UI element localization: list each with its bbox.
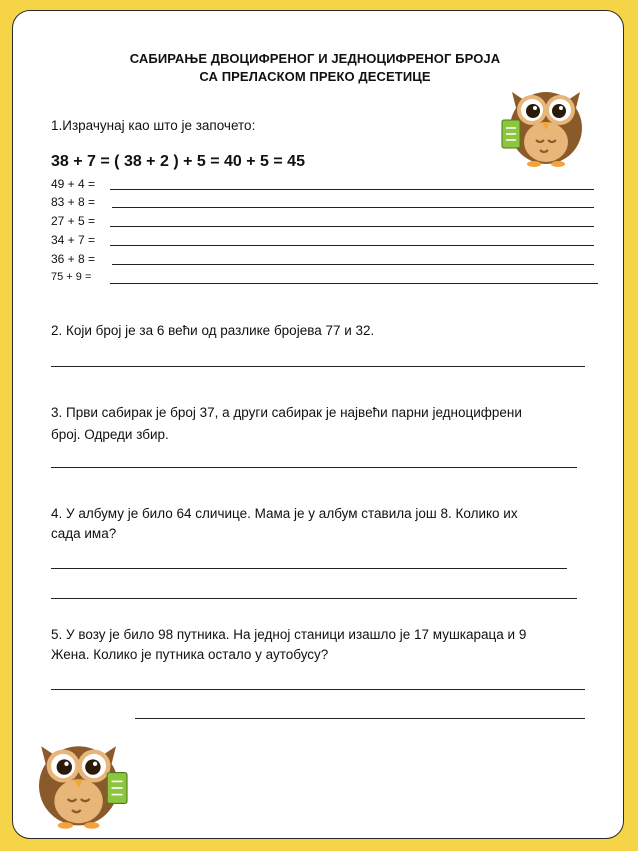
task4-text-line2: сада има? <box>51 526 117 541</box>
task4-answer-line-2[interactable] <box>51 598 577 599</box>
worksheet-title-line2: СА ПРЕЛАСКОМ ПРЕКО ДЕСЕТИЦЕ <box>199 69 431 84</box>
task5-answer-line-2[interactable] <box>135 718 585 719</box>
answer-line-3[interactable] <box>110 226 594 227</box>
task3-text-line2: број. Одреди збир. <box>51 427 169 442</box>
exercise-1: 49 + 4 = <box>51 177 96 191</box>
exercise-6: 75 + 9 = <box>51 271 92 283</box>
task2-text: 2. Који број је за 6 већи од разлике бројева 77 и 32. <box>51 323 375 338</box>
answer-line-4[interactable] <box>110 245 594 246</box>
task5-text-line1: 5. У возу је било 98 путника. На једној станици изашло је 17 мушкараца и 9 <box>51 627 527 642</box>
task1-instruction: 1.Израчунај као што је започето: <box>51 118 256 133</box>
task5-text-line2: Жена. Колико је путника остало у аутобусу? <box>51 647 329 662</box>
task5-answer-line-1[interactable] <box>51 689 585 690</box>
exercise-2: 83 + 8 = <box>51 195 96 209</box>
answer-line-1[interactable] <box>110 189 594 190</box>
task3-answer-line[interactable] <box>51 467 577 468</box>
task3-text-line1: 3. Први сабирак је број 37, а други сабирак је највећи парни једноцифрени <box>51 405 522 420</box>
exercise-5: 36 + 8 = <box>51 252 96 266</box>
exercise-4: 34 + 7 = <box>51 233 96 247</box>
exercise-3: 27 + 5 = <box>51 214 96 228</box>
task4-answer-line-1[interactable] <box>51 568 567 569</box>
task4-text-line1: 4. У албуму је било 64 сличице. Мама је у албум ставила још 8. Колико их <box>51 506 518 521</box>
worksheet-title-line1: САБИРАЊЕ ДВОЦИФРЕНОГ И ЈЕДНОЦИФРЕНОГ БРОЈА <box>129 51 501 66</box>
answer-line-5[interactable] <box>112 264 594 265</box>
answer-line-6[interactable] <box>110 283 598 284</box>
owl-with-tablet-icon <box>496 70 596 170</box>
answer-line-2[interactable] <box>112 207 594 208</box>
task1-example: 38 + 7 = ( 38 + 2 ) + 5 = 40 + 5 = 45 <box>51 153 305 170</box>
owl-with-tablet-icon <box>28 722 138 832</box>
task2-answer-line[interactable] <box>51 366 585 367</box>
